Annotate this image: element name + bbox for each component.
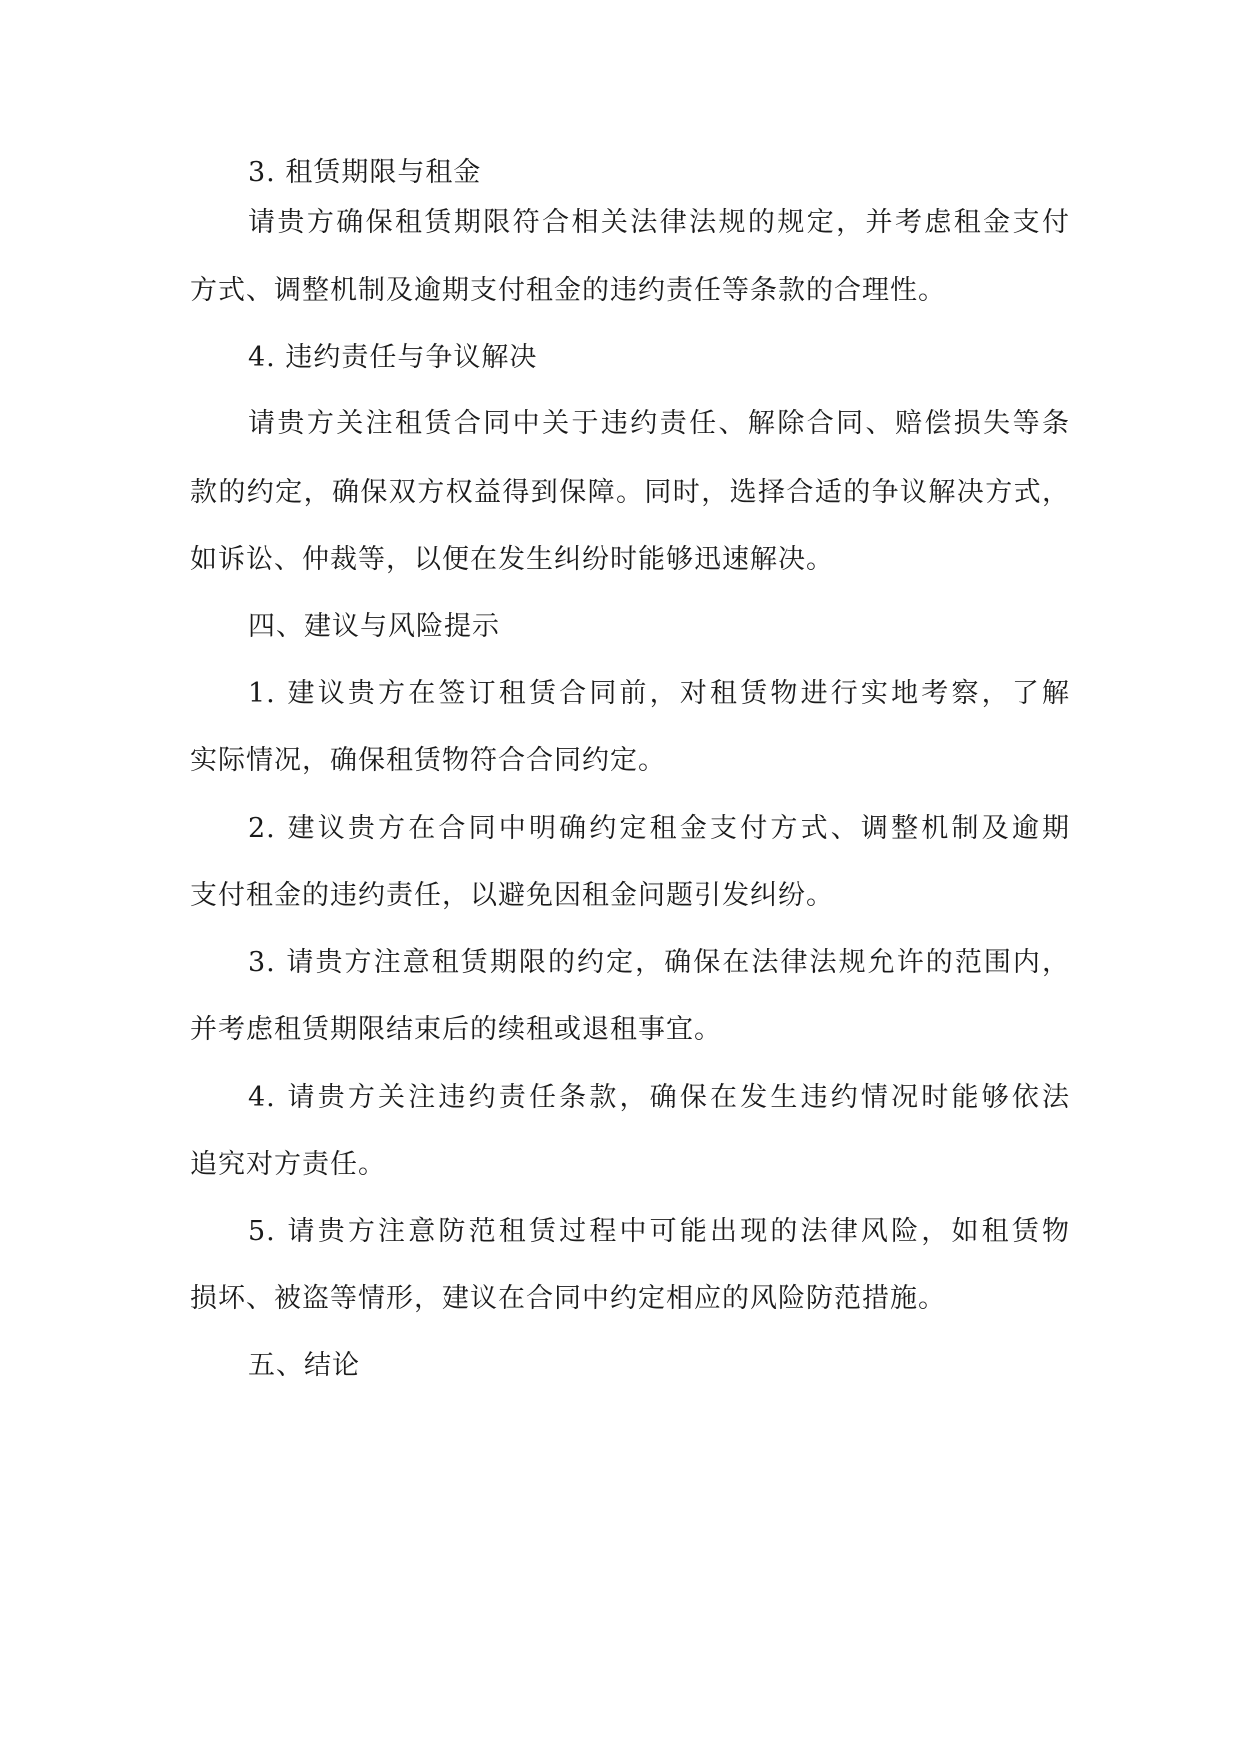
section-heading-conclusion: 五、结论 bbox=[248, 1350, 360, 1381]
list-item-line: 3. 请贵方注意租赁期限的约定，确保在法律法规允许的范围内， bbox=[248, 947, 1070, 978]
list-item-line: 损坏、被盗等情形，建议在合同中约定相应的风险防范措施。 bbox=[190, 1283, 946, 1314]
list-item-line: 2. 建议贵方在合同中明确约定租金支付方式、调整机制及逾期 bbox=[248, 813, 1070, 844]
list-item-line: 追究对方责任。 bbox=[190, 1149, 386, 1180]
list-item-line: 1. 建议贵方在签订租赁合同前，对租赁物进行实地考察，了解 bbox=[248, 678, 1070, 709]
paragraph-line: 如诉讼、仲裁等，以便在发生纠纷时能够迅速解决。 bbox=[190, 544, 834, 575]
paragraph-line: 方式、调整机制及逾期支付租金的违约责任等条款的合理性。 bbox=[190, 275, 946, 306]
paragraph-line: 款的约定，确保双方权益得到保障。同时，选择合适的争议解决方式， bbox=[190, 477, 1070, 508]
paragraph-line: 请贵方确保租赁期限符合相关法律法规的规定，并考虑租金支付 bbox=[248, 207, 1070, 238]
paragraph-line: 请贵方关注租赁合同中关于违约责任、解除合同、赔偿损失等条 bbox=[248, 408, 1070, 439]
list-item-line: 4. 请贵方关注违约责任条款，确保在发生违约情况时能够依法 bbox=[248, 1082, 1070, 1113]
heading-breach-dispute: 4. 违约责任与争议解决 bbox=[248, 342, 538, 373]
list-item-line: 支付租金的违约责任，以避免因租金问题引发纠纷。 bbox=[190, 880, 834, 911]
section-heading-suggestions-risks: 四、建议与风险提示 bbox=[248, 611, 500, 642]
list-item-line: 5. 请贵方注意防范租赁过程中可能出现的法律风险，如租赁物 bbox=[248, 1216, 1070, 1247]
list-item-line: 实际情况，确保租赁物符合合同约定。 bbox=[190, 745, 666, 776]
list-item-line: 并考虑租赁期限结束后的续租或退租事宜。 bbox=[190, 1014, 722, 1045]
heading-lease-term-rent: 3. 租赁期限与租金 bbox=[248, 157, 482, 188]
